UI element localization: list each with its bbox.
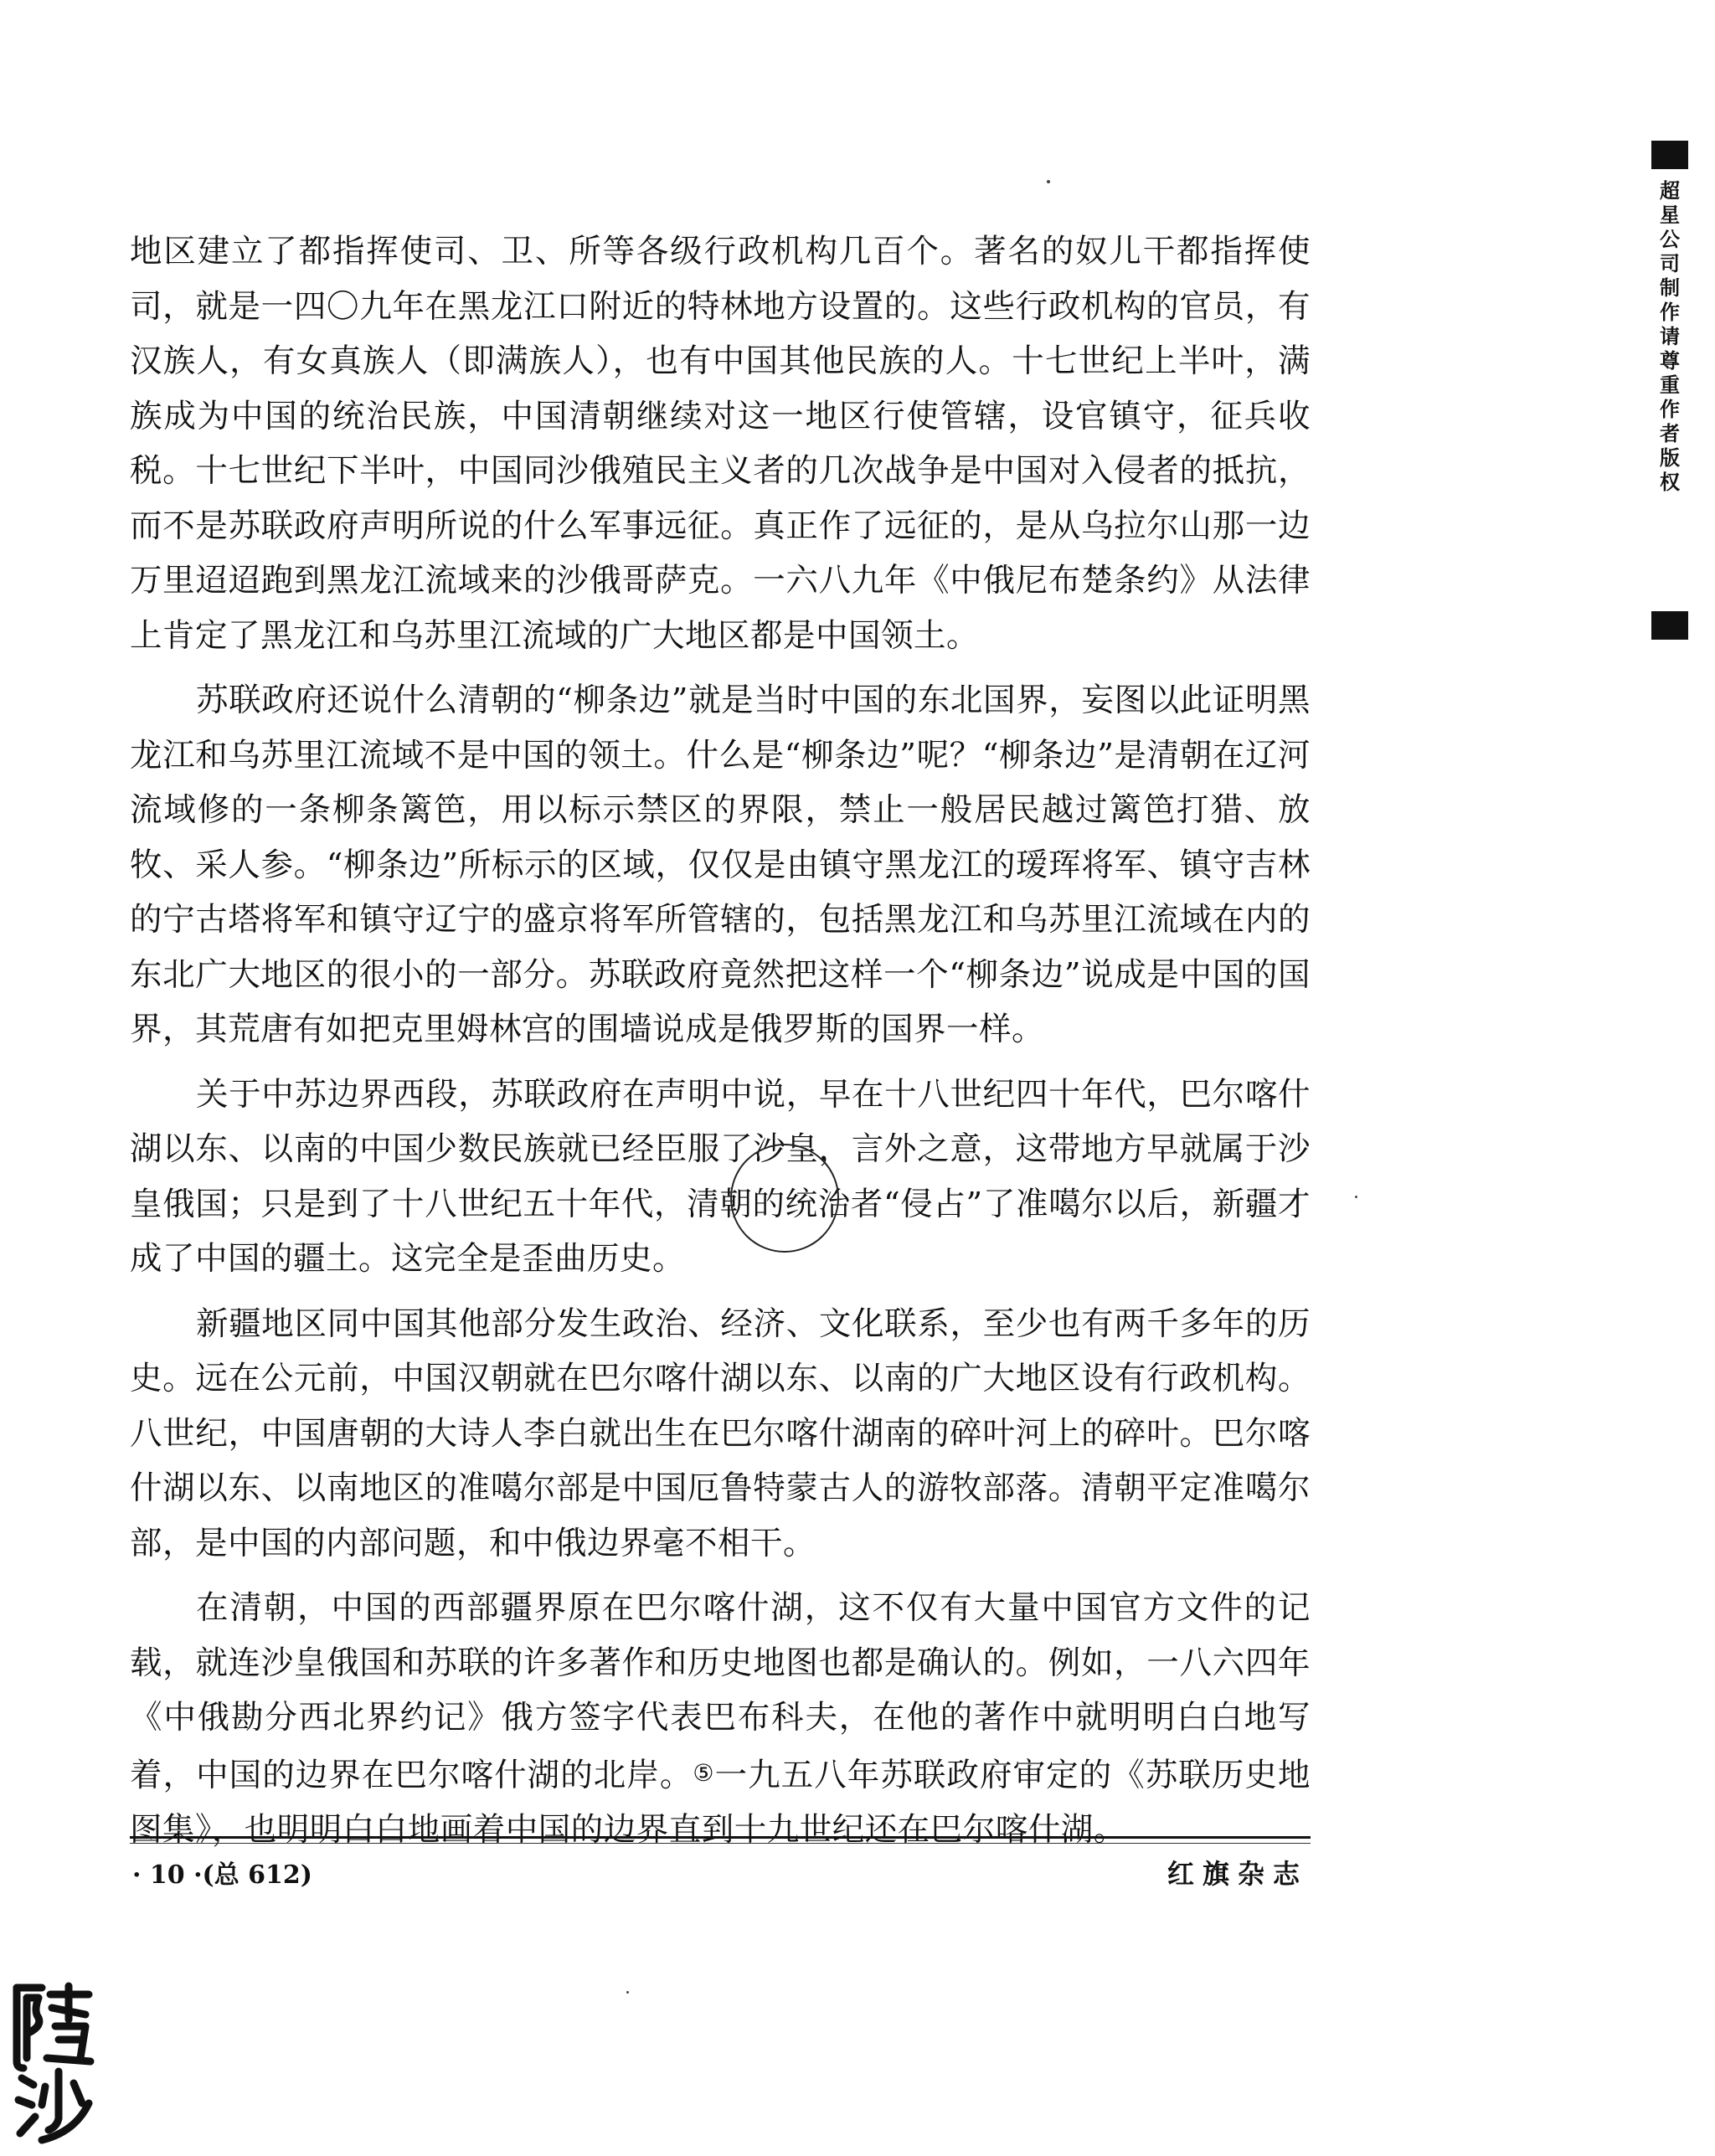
footer-rule	[130, 1836, 1311, 1839]
paragraph-4: 新疆地区同中国其他部分发生政治、经济、文化联系，至少也有两千多年的历史。远在公元前，中国汉朝就在巴尔喀什湖以东、以南的广大地区设有行政机构。八世纪，中国唐朝的大诗人李白就出生在巴尔喀什湖南的碎叶河上的碎叶。巴尔喀什湖以东、以南地区的准噶尔部是中国厄鲁特蒙古人的游牧部落。清朝平定准噶尔部，是中国的内部问题，和中俄边界毫不相干。	[130, 1304, 1311, 1562]
scan-speck	[1355, 1196, 1357, 1198]
banner-text: 超星公司制作请尊重作者版权	[1660, 179, 1680, 494]
paragraph-1: 地区建立了都指挥使司、卫、所等各级行政机构几百个。著名的奴儿干都指挥使司，就是一四〇九年在黑龙江口附近的特林地方设置的。这些行政机构的官员，有汉族人，有女真族人（即满族人），也有中国其他民族的人。十七世纪上半叶，满族成为中国的统治民族，中国清朝继续对这一地区行使管辖，设官镇守，征兵收税。十七世纪下半叶，中国同沙俄殖民主义者的几次战争是中国对入侵者的抵抗，而不是苏联政府声明所说的什么军事远征。真正作了远征的，是从乌拉尔山那一边万里迢迢跑到黑龙江流域来的沙俄哥萨克。一六八九年《中俄尼布楚条约》从法律上肯定了黑龙江和乌苏里江流域的广大地区都是中国领土。	[130, 233, 1311, 655]
footnote-marker: ⑤	[693, 1758, 715, 1787]
scan-speck	[626, 1991, 629, 1994]
scan-speck	[1047, 180, 1050, 183]
footer-rule-thin	[130, 1843, 1311, 1844]
paragraph-5	[130, 1581, 1311, 1858]
page-number: · 10 ·(总 612)	[132, 1860, 312, 1890]
paragraph-3: 关于中苏边界西段，苏联政府在声明中说，早在十八世纪四十年代，巴尔喀什湖以东、以南的中国少数民族就已经臣服了沙皇，言外之意，这带地方早就属于沙皇俄国；只是到了十八世纪五十年代，清朝的统治者“侵占”了准噶尔以后，新疆才成了中国的疆土。这完全是歪曲历史。	[130, 1075, 1311, 1278]
paragraph-5-text-b: 一九五八年苏联政府审定的《苏联历史地图集》，也明明白白地画着中国的边界直到十九世纪还在巴尔喀什湖。	[130, 1756, 1311, 1849]
article-body	[130, 224, 1311, 1868]
banner-bar-bottom	[1651, 611, 1688, 640]
journal-name: 红旗杂志	[1167, 1858, 1308, 1890]
banner-bar-top	[1651, 141, 1688, 169]
paragraph-2: 苏联政府还说什么清朝的“柳条边”就是当时中国的东北国界，妄图以此证明黑龙江和乌苏里江流域不是中国的领土。什么是“柳条边”呢？“柳条边”是清朝在辽河流域修的一条柳条篱笆，用以标示禁区的界限，禁止一般居民越过篱笆打猎、放牧、采人参。“柳条边”所标示的区域，仅仅是由镇守黑龙江的瑷珲将军、镇守吉林的宁古塔将军和镇守辽宁的盛京将军所管辖的，包括黑龙江和乌苏里江流域在内的东北广大地区的很小的一部分。苏联政府竟然把这样一个“柳条边”说成是中国的国界，其荒唐有如把克里姆林宫的围墙说成是俄罗斯的国界一样。	[130, 682, 1311, 1048]
paragraph-5-text-a: 在清朝，中国的西部疆界原在巴尔喀什湖，这不仅有大量中国官方文件的记载，就连沙皇俄国和苏联的许多著作和历史地图也都是确认的。例如，一八六四年《中俄勘分西北界约记》俄方签字代表巴布科夫，在他的著作中就明明白白地写着，中国的边界在巴尔喀什湖的北岸。	[130, 1589, 1311, 1794]
side-watermark-banner	[1651, 141, 1688, 643]
seal-stamp	[8, 1978, 100, 2145]
